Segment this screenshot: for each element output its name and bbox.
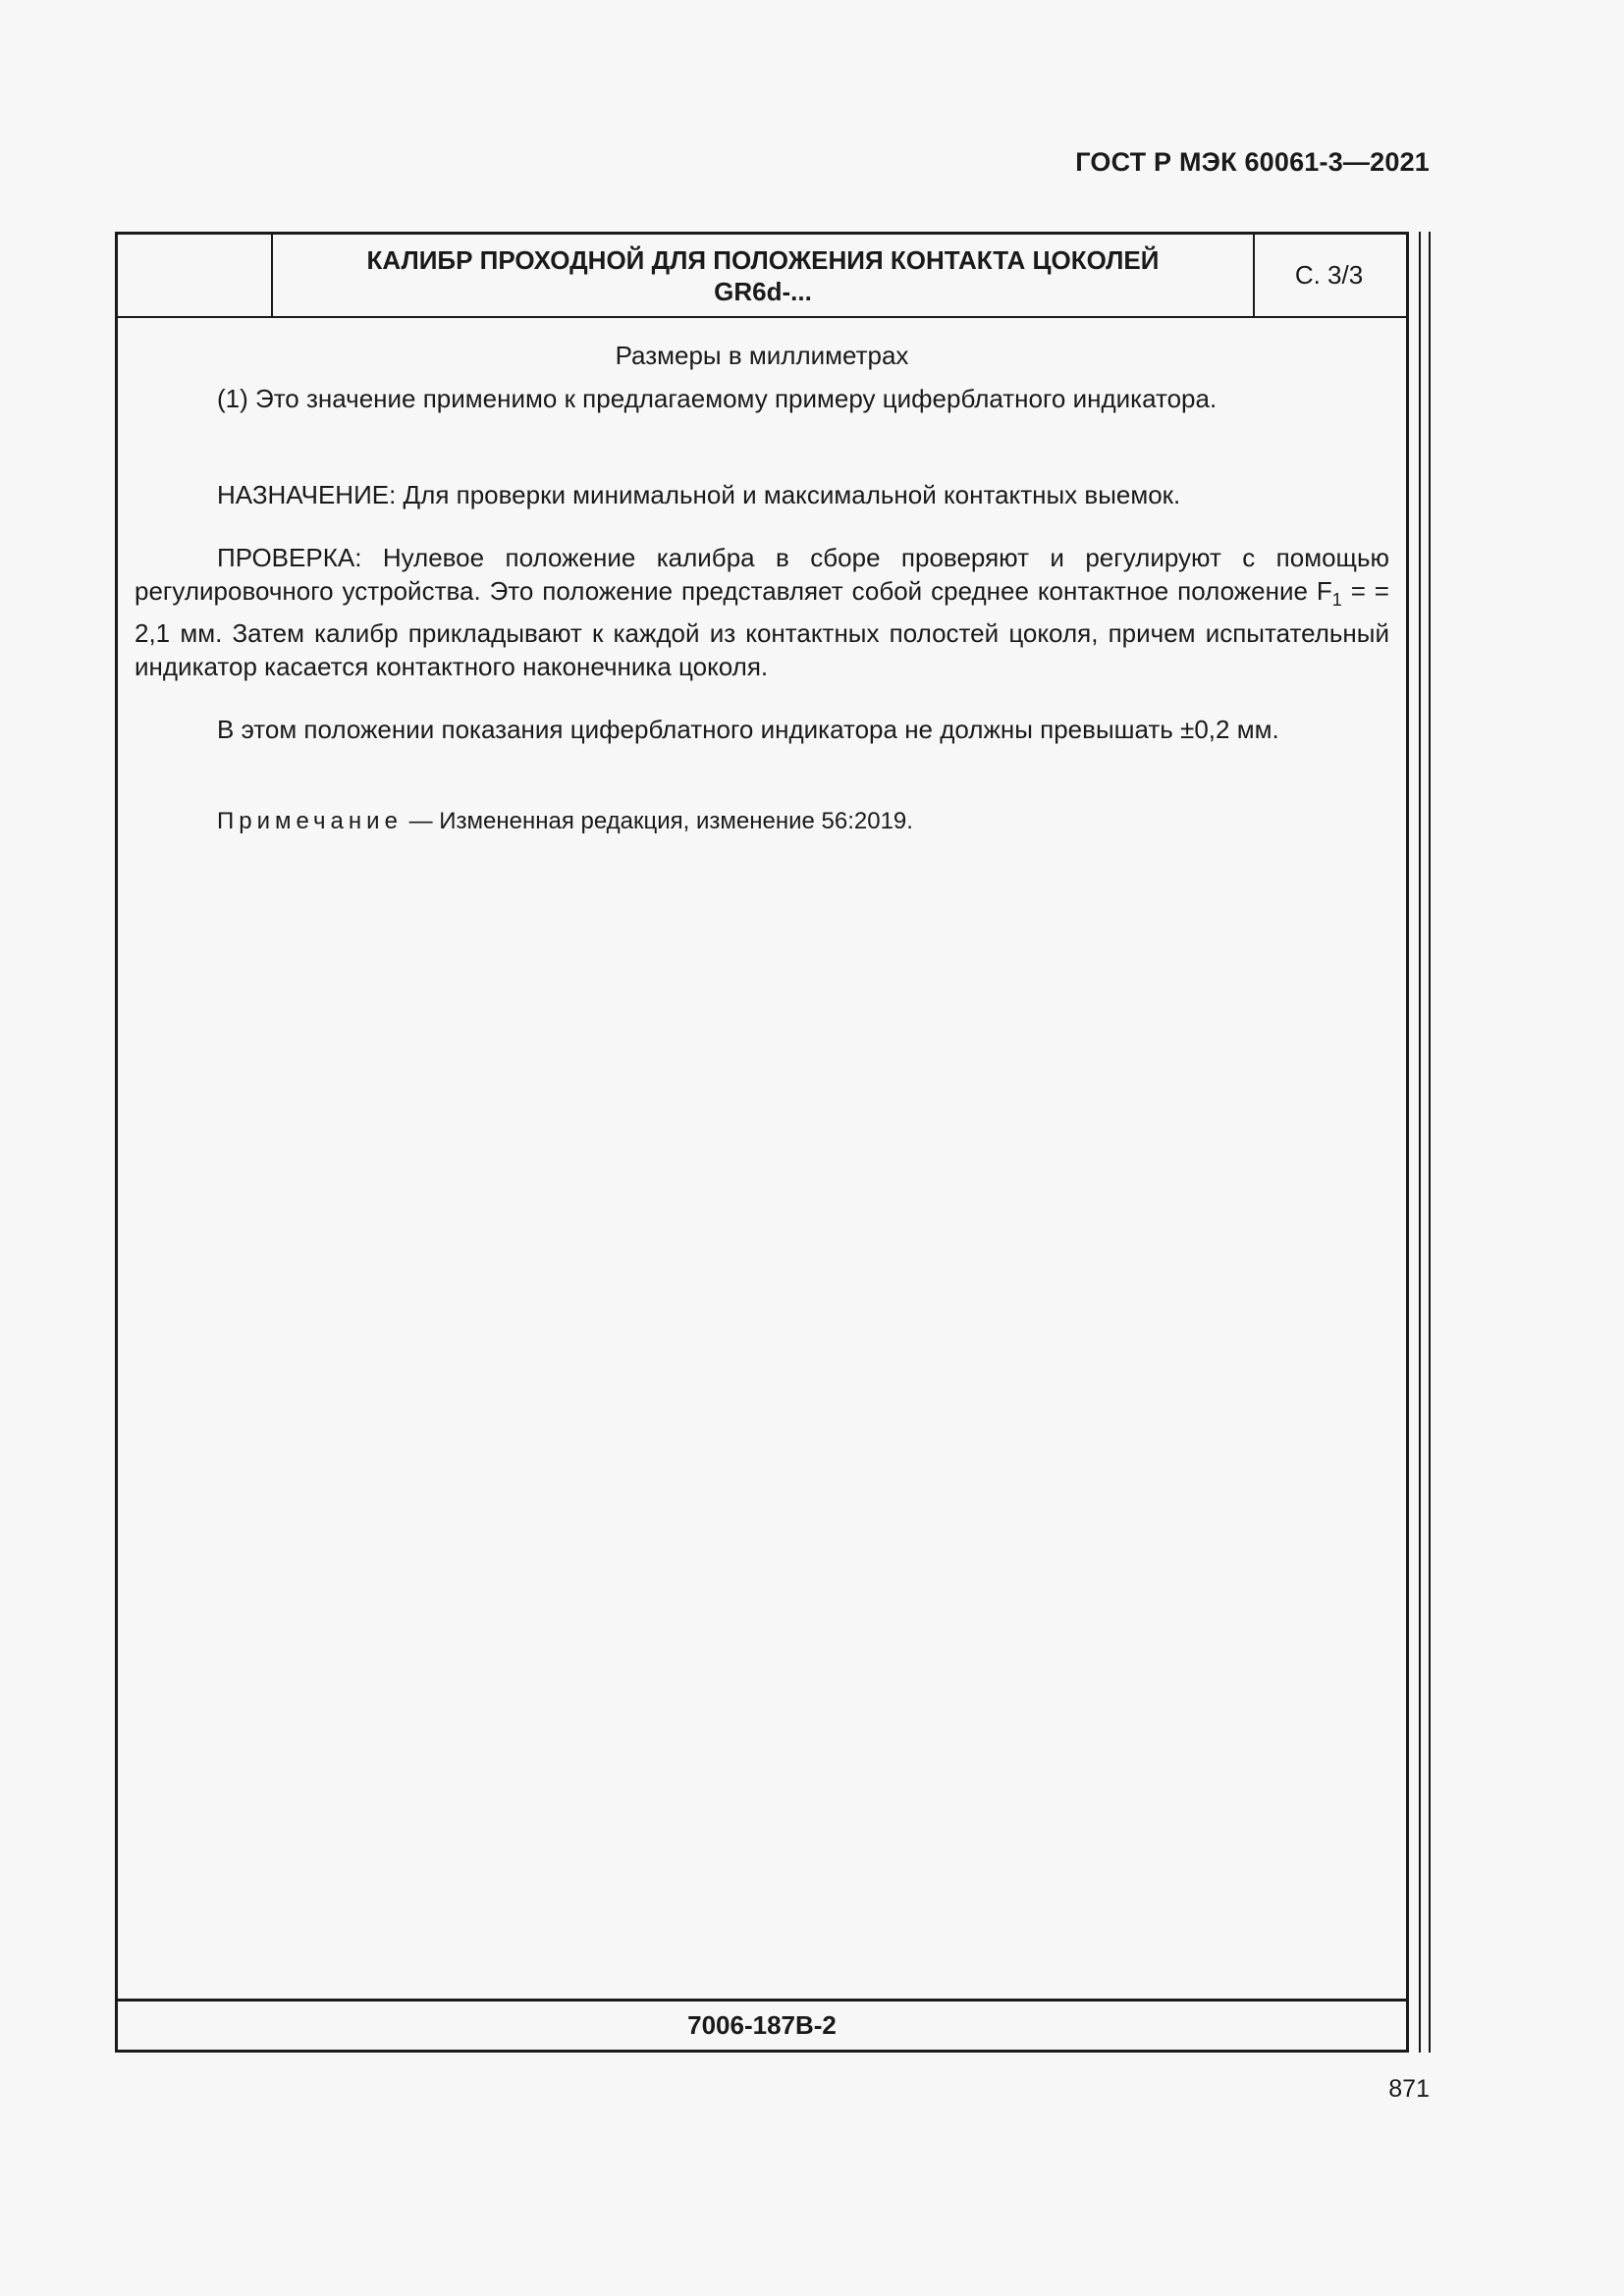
- check-paragraph: [135, 541, 1389, 683]
- sheet-content: [135, 382, 1389, 838]
- sheet-title-line-1: КАЛИБР ПРОХОДНОЙ ДЛЯ ПОЛОЖЕНИЯ КОНТАКТА ЦОКОЛЕЙ: [366, 244, 1160, 275]
- note-text: — Измененная редакция, изменение 56:2019.: [402, 808, 913, 834]
- note-paragraph: [135, 805, 1389, 838]
- binding-line-inner: [1419, 232, 1421, 2053]
- sheet-header: [118, 235, 1406, 318]
- check-text-part-1: ПРОВЕРКА: Нулевое положение калибра в сборе проверяют и регулируют с помощью регулировочного устройства. Это положение представляет собой среднее контактное положение F: [135, 543, 1389, 606]
- sheet-footer-code: 7006-187B-2: [118, 1999, 1406, 2050]
- document-code: ГОСТ Р МЭК 60061-3—2021: [1075, 147, 1430, 177]
- sheet-page-label: С. 3/3: [1294, 260, 1364, 290]
- purpose-paragraph: НАЗНАЧЕНИЕ: Для проверки минимальной и максимальной контактных выемок.: [217, 480, 1181, 509]
- header-empty-cell: [118, 235, 273, 316]
- sheet-frame: [115, 232, 1409, 2053]
- sheet-title-line-2: GR6d-...: [714, 276, 812, 306]
- binding-line-outer: [1429, 232, 1431, 2053]
- check-text-part-2: = = 2,1 мм. Затем калибр прикладывают к каждой из контактных полостей цоколя, причем испытательный индикатор касается контактного наконечника цоколя.: [135, 576, 1389, 681]
- limit-paragraph: В этом положении показания циферблатного индикатора не должны превышать ±0,2 мм.: [217, 715, 1279, 744]
- note-label: Примечание: [217, 808, 403, 834]
- units-caption: Размеры в миллиметрах: [615, 341, 909, 370]
- page-number: 871: [1388, 2075, 1430, 2103]
- sheet-title: [273, 235, 1255, 316]
- check-subscript: 1: [1331, 590, 1342, 610]
- footnote-paragraph: (1) Это значение применимо к предлагаемому примеру циферблатного индикатора.: [217, 384, 1218, 413]
